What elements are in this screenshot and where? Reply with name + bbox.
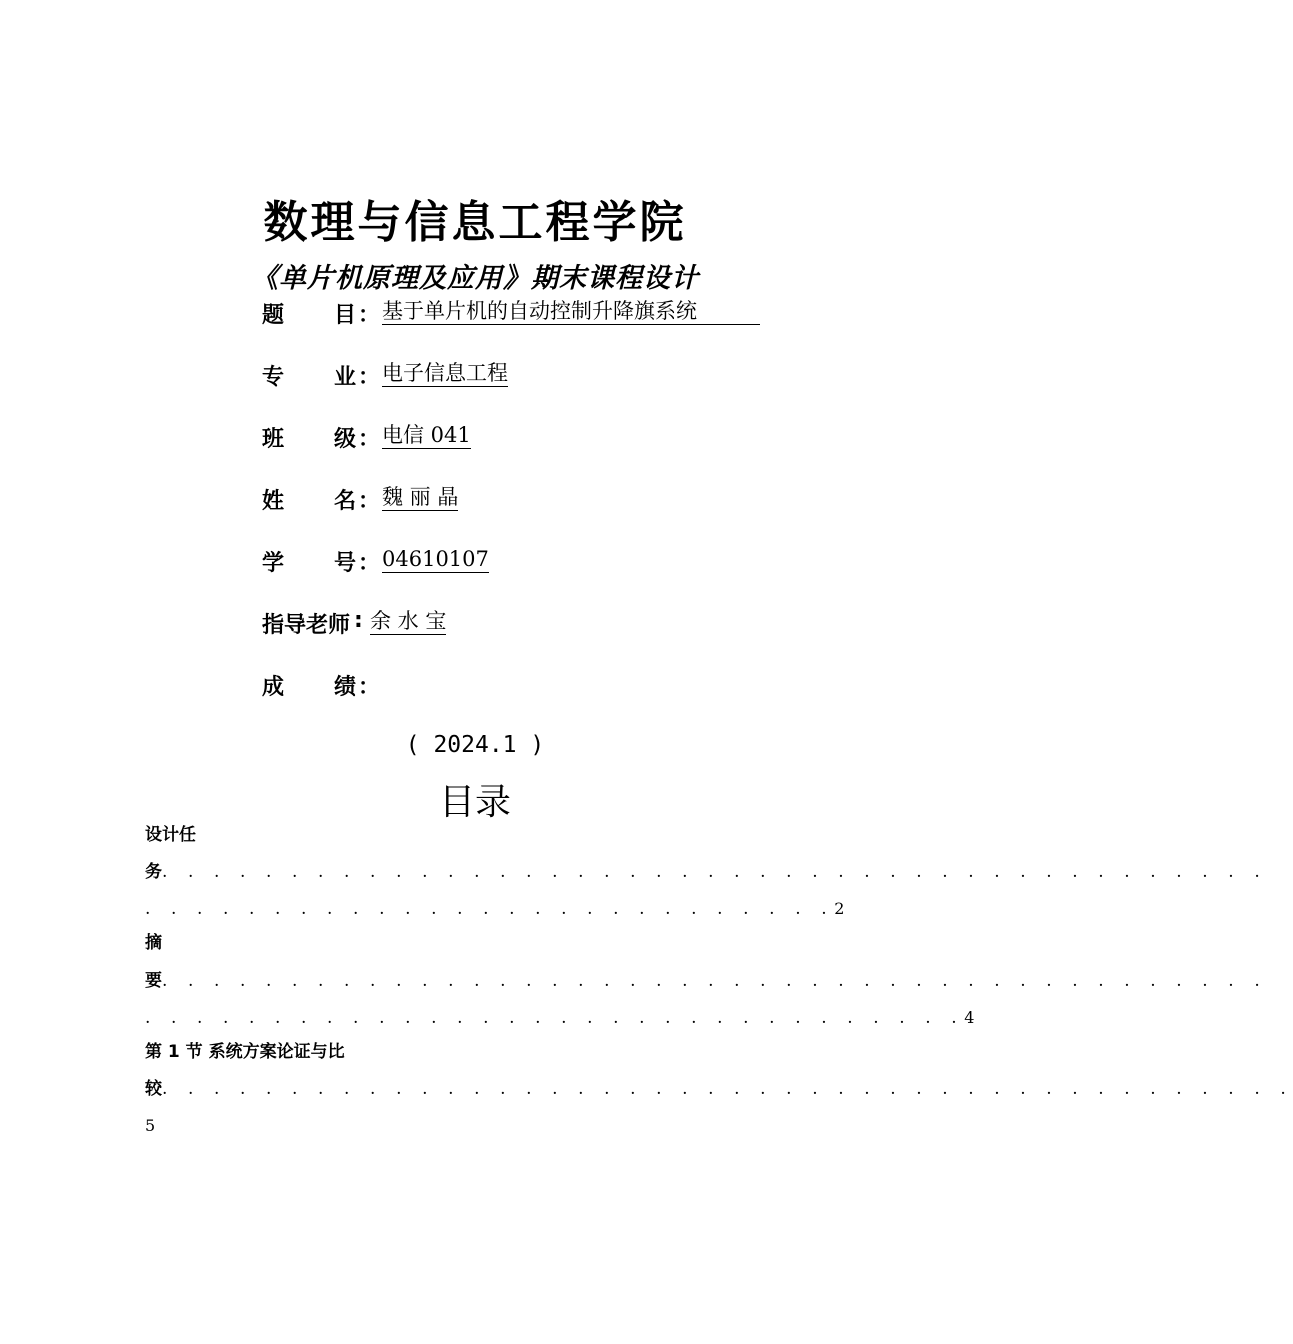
info-label-major: 专 业	[262, 365, 357, 390]
info-colon: ：	[358, 303, 381, 328]
toc-entry-label: 设计任	[145, 825, 196, 845]
info-value-topic: 基于单片机的自动控制升降旗系统	[382, 299, 760, 323]
toc-page-number: 5	[145, 1116, 156, 1135]
toc-entry-leader[interactable]: . . . . . . . . . . . . . . . . . . . . . . . . . . . . . . . .4	[145, 1008, 975, 1028]
toc-entry-leader[interactable]: 较. . . . . . . . . . . . . . . . . . . . . . . . . . . . . . . . . . . . . . . . . . . .	[145, 1079, 1293, 1099]
info-colon: ：	[358, 489, 381, 514]
school-name: 数理与信息工程学院	[263, 197, 687, 248]
toc-entry-label: 摘	[145, 933, 162, 953]
toc-entry-label: 第 1 节 系统方案论证与比	[145, 1042, 345, 1062]
info-value-student-id: 04610107	[382, 547, 489, 571]
info-label-topic: 题 目	[262, 303, 357, 328]
toc-entry-leader[interactable]: . . . . . . . . . . . . . . . . . . . . . . . . . . .2	[145, 899, 845, 919]
toc-page-number: 2	[834, 899, 845, 918]
toc-entry-leader[interactable]: 务. . . . . . . . . . . . . . . . . . . . . . . . . . . . . . . . . . . . . . . . . . .	[145, 862, 1268, 882]
info-label-grade: 成 绩	[262, 675, 357, 700]
info-label-student-id: 学 号	[262, 551, 357, 576]
info-value-advisor: 余 水 宝	[370, 609, 447, 633]
info-value-name: 魏 丽 晶	[382, 485, 459, 509]
toc-page-number: 4	[964, 1008, 975, 1027]
info-colon: ：	[358, 365, 381, 390]
toc-title: 目录	[438, 782, 511, 823]
info-colon: ：	[358, 551, 381, 576]
info-colon: ：	[358, 427, 381, 452]
info-colon: ：	[358, 675, 381, 700]
info-label-advisor: 指导老师	[262, 613, 351, 638]
toc-entry-leader[interactable]: 要. . . . . . . . . . . . . . . . . . . . . . . . . . . . . . . . . . . . . . . . . . .	[145, 971, 1268, 991]
info-colon: :	[354, 608, 363, 633]
toc-entry-page-line[interactable]	[145, 1115, 155, 1137]
info-value-class: 电信 041	[382, 423, 471, 447]
info-value-major: 电子信息工程	[382, 361, 508, 385]
date-line: ( 2024.1 )	[405, 732, 545, 758]
info-label-class: 班 级	[262, 427, 357, 452]
course-title: 《单片机原理及应用》期末课程设计	[251, 263, 699, 294]
info-label-name: 姓 名	[262, 489, 357, 514]
